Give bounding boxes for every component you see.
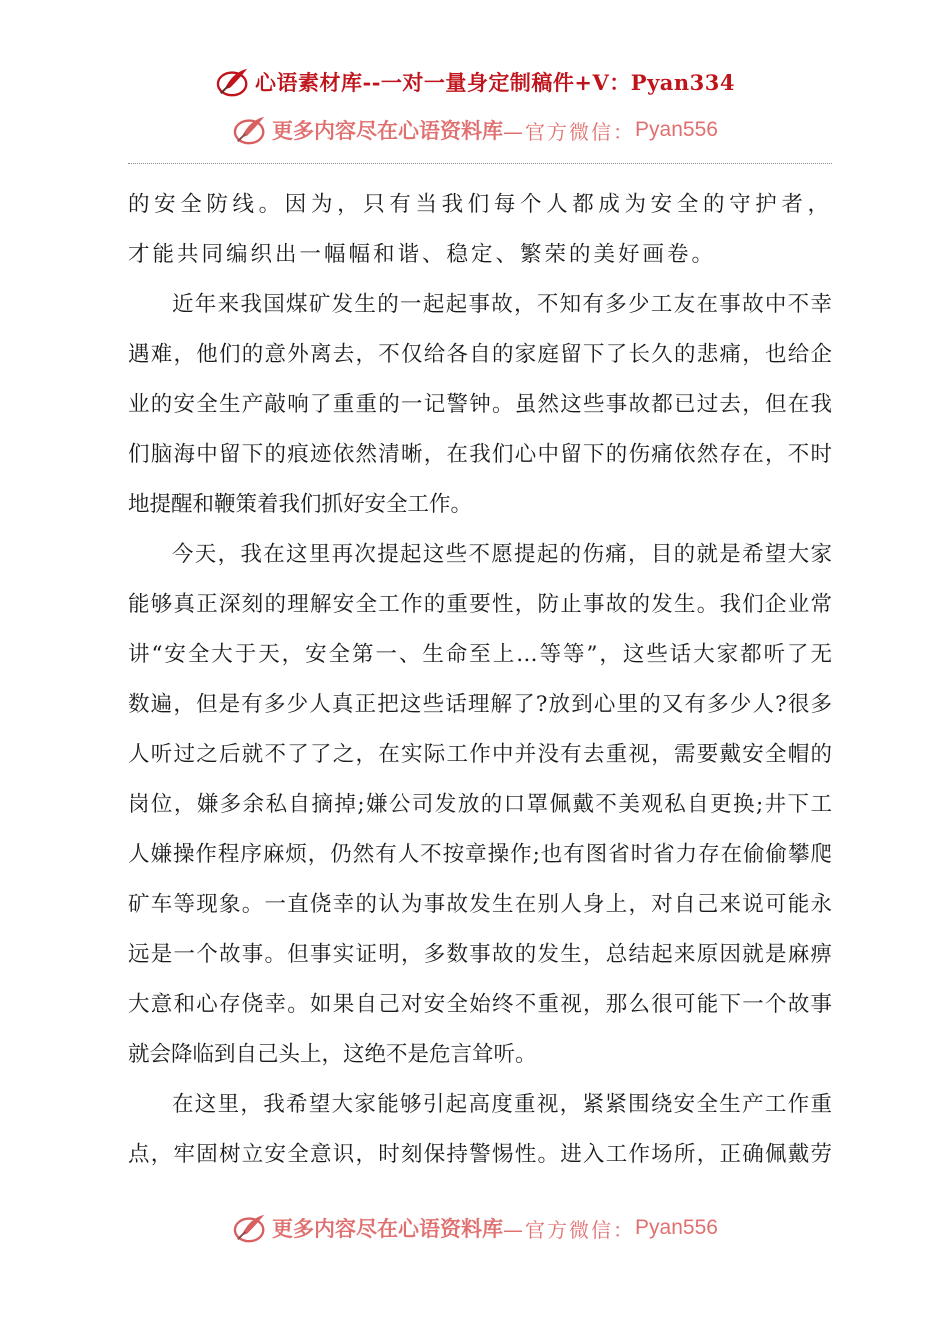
text-line: 数遍，但是有多少人真正把这些话理解了?放到心里的又有多少人?很多: [128, 692, 832, 717]
text-line: 近年来我国煤矿发生的一起起事故，不知有多少工友在事故中不幸: [172, 292, 832, 317]
text-line: 才能共同编织出一幅幅和谐、稳定、繁荣的美好画卷。: [128, 242, 717, 267]
paragraph-continued: [128, 180, 832, 280]
text-line: 远是一个故事。但事实证明，多数事故的发生，总结起来原因就是麻痹: [128, 942, 832, 967]
paragraph: [128, 280, 832, 530]
text-line: 矿车等现象。一直侥幸的认为事故发生在别人身上，对自己来说可能永: [128, 892, 832, 917]
text-line: 岗位，嫌多余私自摘掉;嫌公司发放的口罩佩戴不美观私自更换;井下工: [128, 792, 832, 817]
document-body: [128, 180, 832, 1180]
header-title: 心语素材库--一对一量身定制稿件+V：Pyan334: [254, 70, 736, 95]
footer-wechat-id: Pyan556: [635, 1216, 718, 1239]
text-line: 们脑海中留下的痕迹依然清晰，在我们心中留下的伤痛依然存在，不时: [128, 442, 832, 467]
header-subline: [0, 110, 950, 150]
text-line: 大意和心存侥幸。如果自己对安全始终不重视，那么很可能下一个故事: [128, 992, 832, 1017]
header-divider: [128, 163, 832, 164]
footer-site-name: 更多内容尽在心语资料库: [272, 1216, 504, 1241]
text-line: 今天，我在这里再次提起这些不愿提起的伤痛，目的就是希望大家: [172, 542, 832, 567]
pen-logo-icon: [232, 113, 270, 147]
text-line: 地提醒和鞭策着我们抓好安全工作。: [128, 492, 473, 517]
paragraph: [128, 1080, 832, 1180]
pen-logo-icon: [232, 1211, 270, 1245]
text-line: 讲“安全大于天，安全第一、生命至上…等等”，这些话大家都听了无: [128, 642, 832, 667]
text-line: 业的安全生产敲响了重重的一记警钟。虽然这些事故都已过去，但在我: [128, 392, 832, 417]
header-banner: [0, 62, 950, 102]
text-line: 的安全防线。因为，只有当我们每个人都成为安全的守护者，: [128, 192, 832, 217]
text-line: 点，牢固树立安全意识，时刻保持警惕性。进入工作场所，正确佩戴劳: [128, 1142, 832, 1167]
paragraph: [128, 530, 832, 1080]
subline-wechat-id: Pyan556: [635, 118, 718, 141]
pen-logo-icon: [215, 65, 253, 99]
text-line: 人嫌操作程序麻烦，仍然有人不按章操作;也有图省时省力存在偷偷攀爬: [128, 842, 832, 867]
text-line: 遇难，他们的意外离去，不仅给各自的家庭留下了长久的悲痛，也给企: [128, 342, 832, 367]
subline-wechat-label: —官方微信：: [503, 119, 636, 144]
text-line: 能够真正深刻的理解安全工作的重要性，防止事故的发生。我们企业常: [128, 592, 832, 617]
subline-site-name: 更多内容尽在心语资料库: [272, 118, 504, 143]
text-line: 人听过之后就不了了之，在实际工作中并没有去重视，需要戴安全帽的: [128, 742, 832, 767]
text-line: 在这里，我希望大家能够引起高度重视，紧紧围绕安全生产工作重: [172, 1092, 832, 1117]
footer-wechat-label: —官方微信：: [503, 1217, 636, 1242]
footer-banner: [0, 1208, 950, 1248]
text-line: 就会降临到自己头上，这绝不是危言耸听。: [128, 1042, 537, 1067]
